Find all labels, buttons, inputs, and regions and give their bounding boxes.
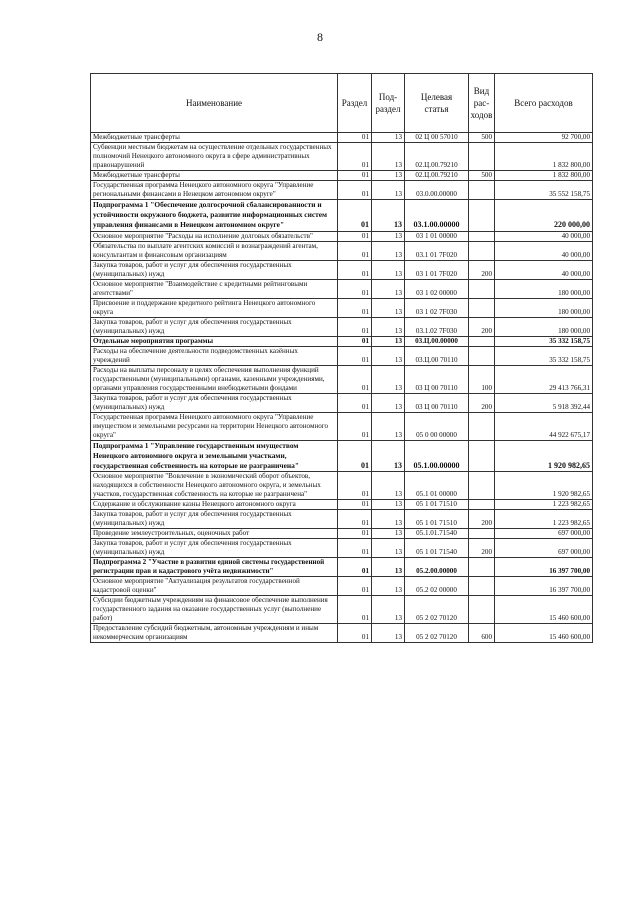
cell-target: 05 2 02 70120	[405, 624, 469, 643]
cell-name: Основное мероприятие "Актуализация результатов государственной кадастровой оценки"	[91, 577, 338, 596]
cell-name: Проведение землеустроительных, оценочных работ	[91, 529, 338, 539]
cell-section: 01	[338, 500, 372, 510]
cell-kind: 200	[469, 317, 495, 336]
cell-kind	[469, 298, 495, 317]
cell-section: 01	[338, 577, 372, 596]
cell-kind	[469, 200, 495, 232]
cell-section: 01	[338, 529, 372, 539]
table-row	[91, 596, 593, 624]
cell-kind	[469, 596, 495, 624]
cell-target: 03.1 01 7F020	[405, 241, 469, 260]
cell-kind	[469, 412, 495, 440]
cell-subsection: 13	[372, 260, 405, 279]
cell-subsection: 13	[372, 133, 405, 143]
cell-subsection: 13	[372, 472, 405, 500]
table-body	[91, 133, 593, 643]
header-subsection: Под- раздел	[372, 74, 405, 133]
table-row	[91, 200, 593, 232]
cell-target: 05.2 02 00000	[405, 577, 469, 596]
cell-total: 5 918 392,44	[495, 393, 593, 412]
cell-total: 40 000,00	[495, 260, 593, 279]
cell-name: Государственная программа Ненецкого автономного округа "Управление региональными финансами в Ненецком автономном округе"	[91, 181, 338, 200]
cell-total: 40 000,00	[495, 241, 593, 260]
cell-total: 35 552 158,75	[495, 181, 593, 200]
cell-section: 01	[338, 472, 372, 500]
cell-section: 01	[338, 596, 372, 624]
cell-section: 01	[338, 200, 372, 232]
cell-subsection: 13	[372, 596, 405, 624]
cell-subsection: 13	[372, 336, 405, 346]
cell-target: 05.1 01 00000	[405, 472, 469, 500]
table-row	[91, 624, 593, 643]
table-row	[91, 231, 593, 241]
cell-subsection: 13	[372, 143, 405, 171]
cell-target: 03.1.02 7F030	[405, 317, 469, 336]
table-row	[91, 529, 593, 539]
cell-subsection: 13	[372, 558, 405, 577]
cell-target: 02.Ц.00.79210	[405, 171, 469, 181]
cell-total: 40 000,00	[495, 231, 593, 241]
cell-name: Присвоение и поддержание кредитного рейтинга Ненецкого автономного округа	[91, 298, 338, 317]
cell-total: 16 397 700,00	[495, 577, 593, 596]
table-row	[91, 279, 593, 298]
cell-total: 92 700,00	[495, 133, 593, 143]
cell-section: 01	[338, 440, 372, 472]
cell-section: 01	[338, 241, 372, 260]
cell-subsection: 13	[372, 346, 405, 365]
cell-total: 180 000,00	[495, 298, 593, 317]
cell-kind	[469, 181, 495, 200]
cell-total: 44 922 675,17	[495, 412, 593, 440]
cell-target: 03 1 01 00000	[405, 231, 469, 241]
cell-kind	[469, 529, 495, 539]
table-row	[91, 440, 593, 472]
cell-subsection: 13	[372, 241, 405, 260]
cell-kind	[469, 558, 495, 577]
cell-kind: 200	[469, 393, 495, 412]
table-row	[91, 336, 593, 346]
cell-subsection: 13	[372, 500, 405, 510]
cell-kind	[469, 472, 495, 500]
table-header-row	[91, 74, 593, 133]
cell-total: 16 397 700,00	[495, 558, 593, 577]
cell-total: 1 223 982,65	[495, 510, 593, 529]
table-row	[91, 133, 593, 143]
cell-target: 03 Ц 00 70110	[405, 393, 469, 412]
table-row	[91, 412, 593, 440]
cell-target: 03 1 01 7F020	[405, 260, 469, 279]
table-row	[91, 510, 593, 529]
cell-kind: 200	[469, 539, 495, 558]
cell-section: 01	[338, 317, 372, 336]
cell-name: Межбюджетные трансферты	[91, 133, 338, 143]
cell-name: Субвенции местным бюджетам на осуществление отдельных государственных полномочий Ненецкого автономного округа в сфере административных правонарушений	[91, 143, 338, 171]
cell-kind	[469, 500, 495, 510]
table-row	[91, 241, 593, 260]
table-row	[91, 539, 593, 558]
cell-target: 05 1 01 71510	[405, 510, 469, 529]
cell-section: 01	[338, 412, 372, 440]
cell-target: 05 1 01 71510	[405, 500, 469, 510]
cell-name: Закупка товаров, работ и услуг для обеспечения государственных (муниципальных) нужд	[91, 317, 338, 336]
cell-name: Закупка товаров, работ и услуг для обеспечения государственных (муниципальных) нужд	[91, 260, 338, 279]
cell-target: 05.1.00.00000	[405, 440, 469, 472]
cell-section: 01	[338, 260, 372, 279]
cell-section: 01	[338, 393, 372, 412]
cell-kind	[469, 241, 495, 260]
cell-kind	[469, 231, 495, 241]
table-row	[91, 181, 593, 200]
cell-kind: 500	[469, 133, 495, 143]
cell-kind	[469, 440, 495, 472]
header-total: Всего расходов	[495, 74, 593, 133]
cell-target: 02 Ц 00 57010	[405, 133, 469, 143]
cell-target: 05.2.00.00000	[405, 558, 469, 577]
cell-name: Подпрограмма 2 "Участие в развитии единой системы государственной регистрации прав и кадастрового учёта недвижимости"	[91, 558, 338, 577]
cell-kind: 200	[469, 260, 495, 279]
cell-name: Расходы на обеспечение деятельности подведомственных казённых учреждений	[91, 346, 338, 365]
cell-name: Субсидии бюджетным учреждениям на финансовое обеспечение выполнения государственного задания на оказание государственных услуг (выполнение работ)	[91, 596, 338, 624]
cell-name: Подпрограмма 1 "Управление государственным имуществом Ненецкого автономного округа и земельными участками, государственная собственность на которые не разграничена"	[91, 440, 338, 472]
table-row	[91, 558, 593, 577]
header-section: Раздел	[338, 74, 372, 133]
cell-section: 01	[338, 365, 372, 393]
cell-target: 02.Ц.00.79210	[405, 143, 469, 171]
table-row	[91, 472, 593, 500]
cell-subsection: 13	[372, 624, 405, 643]
cell-section: 01	[338, 181, 372, 200]
cell-name: Закупка товаров, работ и услуг для обеспечения государственных (муниципальных) нужд	[91, 510, 338, 529]
cell-subsection: 13	[372, 181, 405, 200]
cell-name: Государственная программа Ненецкого автономного округа "Управление имуществом и земельными ресурсами на территории Ненецкого автономного округа"	[91, 412, 338, 440]
table-row	[91, 317, 593, 336]
cell-name: Межбюджетные трансферты	[91, 171, 338, 181]
cell-subsection: 13	[372, 279, 405, 298]
cell-total: 29 413 766,31	[495, 365, 593, 393]
cell-section: 01	[338, 336, 372, 346]
cell-name: Подпрограмма 1 "Обеспечение долгосрочной сбалансированности и устойчивости окружного бюджета, развитие информационных систем управления финансами в Ненецком автономном округе"	[91, 200, 338, 232]
cell-total: 1 920 982,65	[495, 472, 593, 500]
cell-section: 01	[338, 346, 372, 365]
header-target: Целевая статья	[405, 74, 469, 133]
cell-subsection: 13	[372, 200, 405, 232]
cell-name: Закупка товаров, работ и услуг для обеспечения государственных (муниципальных) нужд	[91, 539, 338, 558]
table-row	[91, 393, 593, 412]
cell-section: 01	[338, 171, 372, 181]
cell-name: Отдельные мероприятия программы	[91, 336, 338, 346]
cell-section: 01	[338, 279, 372, 298]
cell-target: 03.Ц.00.00000	[405, 336, 469, 346]
cell-total: 697 000,00	[495, 539, 593, 558]
cell-kind	[469, 143, 495, 171]
cell-target: 03.1.00.00000	[405, 200, 469, 232]
cell-section: 01	[338, 558, 372, 577]
cell-subsection: 13	[372, 510, 405, 529]
table-row	[91, 577, 593, 596]
cell-subsection: 13	[372, 577, 405, 596]
cell-total: 15 460 600,00	[495, 624, 593, 643]
cell-target: 05 2 02 70120	[405, 596, 469, 624]
cell-name: Обязательства по выплате агентских комиссий и вознаграждений агентам, консультантам и финансовым организациям	[91, 241, 338, 260]
budget-table	[90, 73, 593, 643]
cell-section: 01	[338, 231, 372, 241]
cell-kind	[469, 577, 495, 596]
header-name: Наименование	[91, 74, 338, 133]
cell-target: 05.1.01.71540	[405, 529, 469, 539]
cell-section: 01	[338, 143, 372, 171]
cell-total: 180 000,00	[495, 317, 593, 336]
cell-total: 15 460 600,00	[495, 596, 593, 624]
cell-target: 05 1 01 71540	[405, 539, 469, 558]
cell-subsection: 13	[372, 412, 405, 440]
cell-total: 697 000,00	[495, 529, 593, 539]
cell-section: 01	[338, 624, 372, 643]
cell-section: 01	[338, 298, 372, 317]
cell-subsection: 13	[372, 440, 405, 472]
cell-name: Закупка товаров, работ и услуг для обеспечения государственных (муниципальных) нужд	[91, 393, 338, 412]
cell-name: Расходы на выплаты персоналу в целях обеспечения выполнения функций государственными (муниципальными) органами, казенными учреждениями, органами управления государственными внебюджетными фондами	[91, 365, 338, 393]
cell-total: 1 832 800,00	[495, 143, 593, 171]
table-row	[91, 500, 593, 510]
cell-subsection: 13	[372, 539, 405, 558]
cell-section: 01	[338, 510, 372, 529]
cell-total: 220 000,00	[495, 200, 593, 232]
cell-subsection: 13	[372, 365, 405, 393]
page-number: 8	[317, 30, 323, 44]
cell-subsection: 13	[372, 393, 405, 412]
cell-kind	[469, 346, 495, 365]
cell-kind	[469, 336, 495, 346]
cell-name: Предоставление субсидий бюджетным, автономным учреждениям и иным некоммерческим организациям	[91, 624, 338, 643]
cell-kind: 600	[469, 624, 495, 643]
cell-kind: 100	[469, 365, 495, 393]
cell-subsection: 13	[372, 231, 405, 241]
cell-target: 03.0.00.00000	[405, 181, 469, 200]
cell-kind	[469, 279, 495, 298]
cell-name: Основное мероприятие "Вовлечение в экономический оборот объектов, находящихся в собственности Ненецкого автономного округа, и земельных участков, государственная собственность на которые не разграничена"	[91, 472, 338, 500]
header-kind: Вид рас- ходов	[469, 74, 495, 133]
table-row	[91, 260, 593, 279]
cell-name: Основное мероприятие "Взаимодействие с кредитными рейтинговыми агентствами"	[91, 279, 338, 298]
cell-total: 35 332 158,75	[495, 336, 593, 346]
cell-total: 1 832 800,00	[495, 171, 593, 181]
table-row	[91, 143, 593, 171]
cell-total: 1 223 982,65	[495, 500, 593, 510]
table-row	[91, 298, 593, 317]
cell-subsection: 13	[372, 317, 405, 336]
cell-total: 35 332 158,75	[495, 346, 593, 365]
cell-total: 180 000,00	[495, 279, 593, 298]
cell-section: 01	[338, 539, 372, 558]
cell-subsection: 13	[372, 171, 405, 181]
cell-name: Содержание и обслуживание казны Ненецкого автономного округа	[91, 500, 338, 510]
table-row	[91, 171, 593, 181]
cell-kind: 500	[469, 171, 495, 181]
cell-section: 01	[338, 133, 372, 143]
cell-total: 1 920 982,65	[495, 440, 593, 472]
table-row	[91, 346, 593, 365]
cell-target: 03 1 02 7F030	[405, 298, 469, 317]
cell-subsection: 13	[372, 529, 405, 539]
cell-target: 03 Ц 00 70110	[405, 365, 469, 393]
cell-name: Основное мероприятие "Расходы на исполнение долговых обязательств"	[91, 231, 338, 241]
cell-target: 05 0 00 00000	[405, 412, 469, 440]
cell-subsection: 13	[372, 298, 405, 317]
cell-target: 03.Ц.00 70110	[405, 346, 469, 365]
cell-kind: 200	[469, 510, 495, 529]
cell-target: 03 1 02 00000	[405, 279, 469, 298]
table-row	[91, 365, 593, 393]
